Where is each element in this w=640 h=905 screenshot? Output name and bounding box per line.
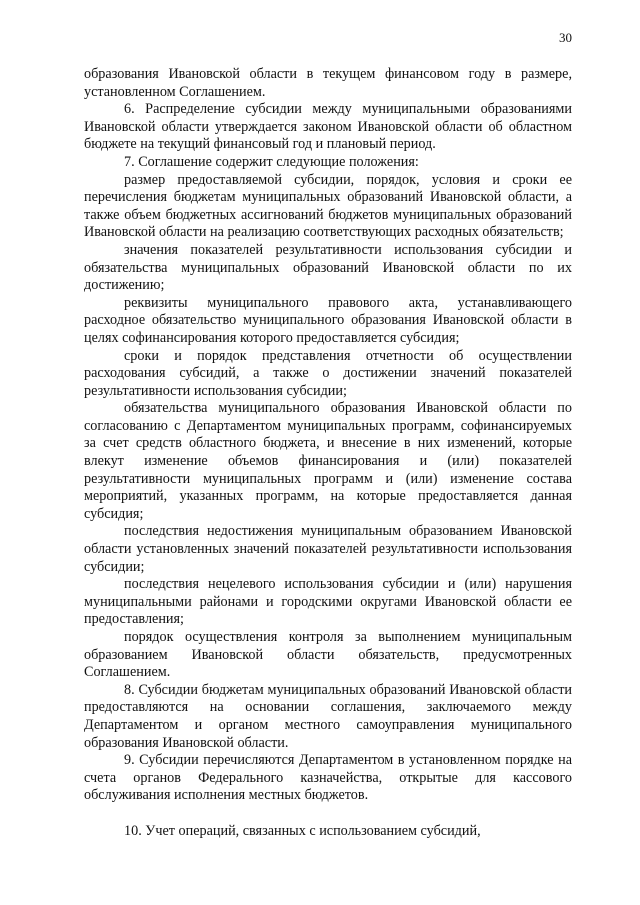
paragraph-non-achievement: последствия недостижения муниципальным образованием Ивановской области установленных значений показателей результативности использования субсидии; (84, 523, 572, 575)
page-number: 30 (559, 30, 572, 45)
paragraph-item-10: 10. Учет операций, связанных с использованием субсидий, (124, 822, 481, 839)
paragraph-item-9: 9. Субсидии перечисляются Департаментом в установленном порядке на счета органов Федерального казначейства, открытые для кассового обслуживания исполнения местных бюджетов. (84, 752, 572, 804)
paragraph-performance-indicators: значения показателей результативности использования субсидии и обязательства муниципальных образований Ивановской области по их достижению; (84, 241, 572, 294)
paragraph-legal-act-details: реквизиты муниципального правового акта, устанавливающего расходное обязательство муниципального образования Ивановской области в целях софинансирования которого предоставляется субсидия; (84, 294, 572, 346)
paragraph-item-7: 7. Соглашение содержит следующие положения: (124, 153, 419, 170)
paragraph-item-8: 8. Субсидии бюджетам муниципальных образований Ивановской области предоставляются на основании соглашения, заключаемого между Департаментом и органом местного самоуправления муниципального образования Ивановской области. (84, 681, 572, 751)
paragraph-subsidy-size: размер предоставляемой субсидии, порядок, условия и сроки ее перечисления бюджетам муниципальных образований Ивановской области, а также объем бюджетных ассигнований бюджетов муниципальных образований Ивановской области на реализацию соответствующих расходных обязательств; (84, 171, 572, 241)
paragraph-reporting: сроки и порядок представления отчетности об осуществлении расходования субсидий, а также о достижении значений показателей результативности использования субсидии; (84, 347, 572, 399)
document-body (84, 66, 572, 841)
paragraph-misuse: последствия нецелевого использования субсидии и (или) нарушения муниципальными районами и городскими округами Ивановской области ее предоставления; (84, 576, 572, 628)
paragraph-obligations: обязательства муниципального образования Ивановской области по согласованию с Департаментом муниципальных программ, софинансируемых за счет средств областного бюджета, и внесение в них изменений, которые влекут изменение объемов финансирования и (или) показателей результативности муниципальных программ и (или) изменение состава мероприятий, указанных программ, на которые предоставляется данная субсидия; (84, 400, 572, 522)
paragraph-continuation: образования Ивановской области в текущем финансовом году в размере, установленном Соглашением. (84, 66, 572, 100)
paragraph-item-6: 6. Распределение субсидии между муниципальными образованиями Ивановской области утверждается законом Ивановской области об областном бюджете на текущий финансовый год и плановый период. (84, 101, 572, 153)
paragraph-control: порядок осуществления контроля за выполнением муниципальным образованием Ивановской области обязательств, предусмотренных Соглашением. (84, 629, 572, 681)
